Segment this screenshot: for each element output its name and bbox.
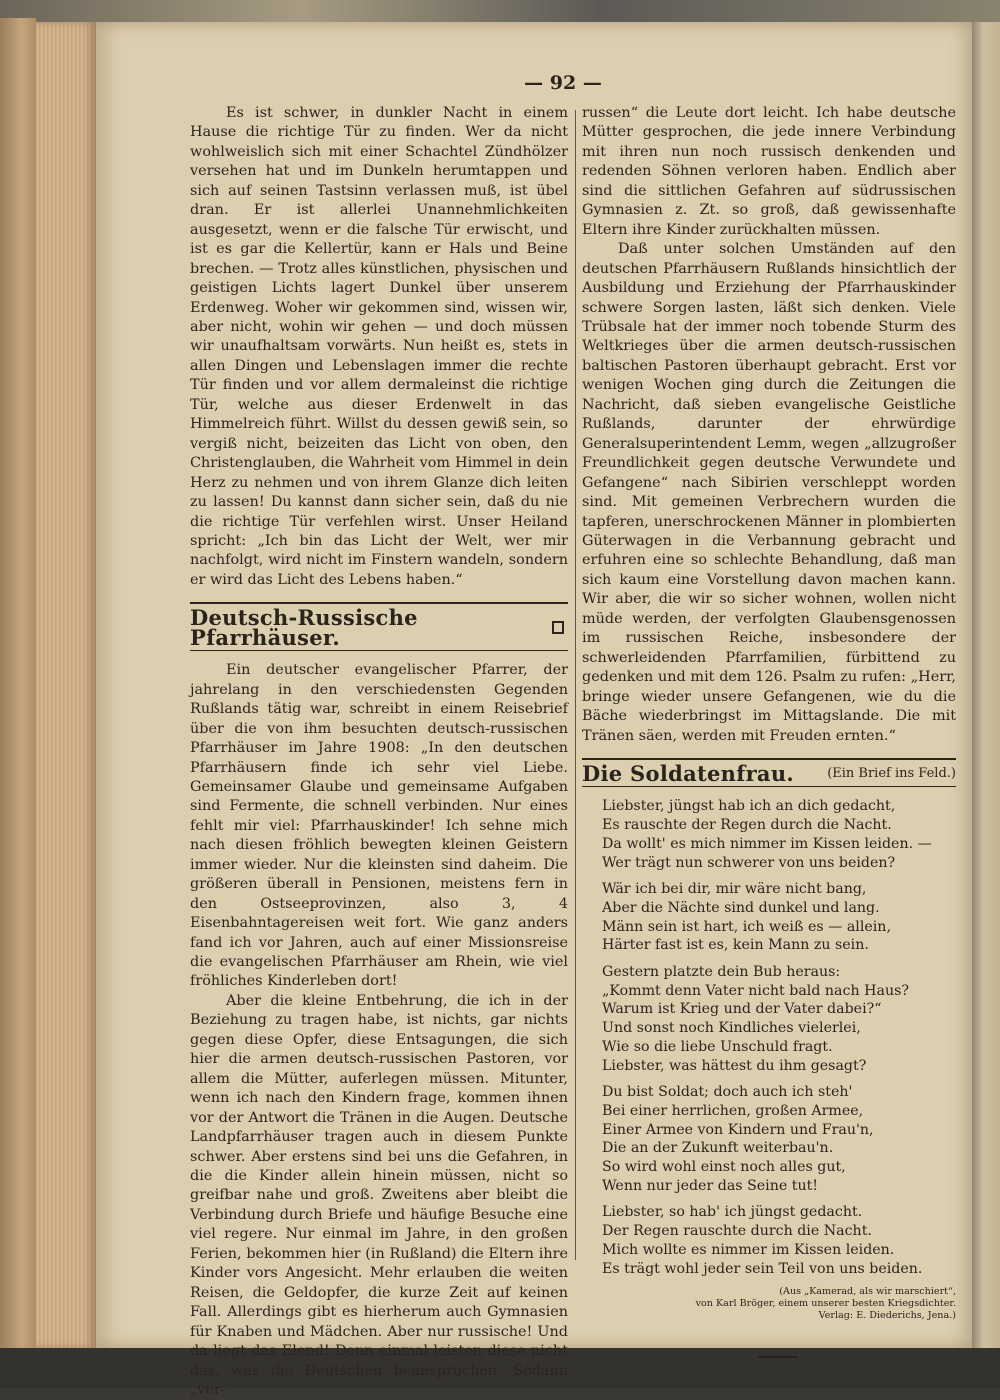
poem-heading: Die Soldatenfrau. <box>582 760 795 786</box>
poem-line: Bei einer herrlichen, großen Armee, <box>602 1102 864 1119</box>
poem-subheading: (Ein Brief ins Feld.) <box>827 765 956 781</box>
poem-line: Wenn nur jeder das Seine tut! <box>602 1177 819 1194</box>
poem-line: Und sonst noch Kindliches vielerlei, <box>602 1020 861 1037</box>
poem-line: Du bist Soldat; doch auch ich steh' <box>602 1084 853 1101</box>
book-page-stack <box>36 22 96 1348</box>
poem-line: Einer Armee von Kindern und Frau'n, <box>602 1121 874 1138</box>
source-line: Verlag: E. Diederichs, Jena.) <box>818 1310 956 1322</box>
left-column <box>190 104 568 1400</box>
poem-line: Männ sein ist hart, ich weiß es — allein, <box>602 918 891 935</box>
poem-line: Da wollt' es mich nimmer im Kissen leiden. — <box>602 835 932 852</box>
book-binding <box>0 18 36 1358</box>
poem-line: Warum ist Krieg und der Vater dabei?“ <box>602 1001 882 1018</box>
poem-heading-box <box>582 758 956 787</box>
poem-line: Mich wollte es nimmer im Kissen leiden. <box>602 1241 895 1258</box>
poem-line: Es trägt wohl jeder sein Teil von uns beiden. <box>602 1260 923 1277</box>
poem-line: Liebster, jüngst hab ich an dich gedacht, <box>602 798 896 815</box>
article-heading: Deutsch-Russische Pfarrhäuser. <box>190 605 418 650</box>
poem-line: „Kommt denn Vater nicht bald nach Haus? <box>602 982 909 999</box>
poem-line: So wird wohl einst noch alles gut, <box>602 1159 846 1176</box>
continuation-paragraph: russen“ die Leute dort leicht. Ich habe deutsche Mütter gesprochen, die jede innere Verbindung mit ihren nun noch russisch denkenden und redenden Söhnen verloren haben. Endlich aber sind die sittlichen Gefahren auf südrussischen Gymnasien z. Zt. so groß, daß gewissenhafte Eltern ihre Kinder zurückhalten müssen. <box>582 105 956 238</box>
poem-line: Die an der Zukunft weiterbau'n. <box>602 1140 834 1157</box>
poem-stanza <box>602 1083 956 1195</box>
intro-paragraph: Es ist schwer, in dunkler Nacht in einem Hause die richtige Tür zu finden. Wer da nicht wohlweislich sich mit einer Schachtel Zündhölzer versehen hat und im Dunkeln herumtappen und sich auf seinen Tastsinn verlassen muß, ist übel dran. Er ist allerlei Unannehmlichkeiten ausgesetzt, wenn er die falsche Tür erwischt, und ist es gar die Kellertür, kann er Hals und Beine brechen. — Trotz alles künstlichen, physischen und geistigen Lichts lagert Dunkel über unserem Erdenweg. Woher wir gekommen sind, wissen wir, aber nicht, wohin wir gehen — und doch müssen wir unaufhaltsam vorwärts. Nun heißt es, stets in allen Dingen und Lebenslagen immer die rechte Tür finden und vor allem dermaleinst die richtige Tür, welche aus dieser Erdenwelt in das Himmelreich führt. Willst du dessen gewiß sein, so vergiß nicht, beizeiten das Licht von oben, den Christenglauben, die Wahrheit vom Himmel in dein Herz zu nehmen und von ihrem Glanze dich leiten zu lassen! Du kannst dann sicher sein, daß du nie die richtige Tür verfehlen wirst. Unser Heiland spricht: „Ich bin das Licht der Welt, wer mir nachfolgt, wird nicht im Finstern wandeln, sondern er wird das Licht des Lebens haben.“ <box>190 105 568 588</box>
poem-line: Aber die Nächte sind dunkel und lang. <box>602 899 880 916</box>
end-rule <box>758 1356 798 1358</box>
poem-line: Es rauschte der Regen durch die Nacht. <box>602 817 892 834</box>
poem-line: Wie so die liebe Unschuld fragt. <box>602 1038 833 1055</box>
square-ornament-icon <box>552 621 564 634</box>
poem-stanza <box>602 963 956 1075</box>
poem-line: Gestern platzte dein Bub heraus: <box>602 964 841 981</box>
poem-source <box>582 1286 956 1322</box>
right-column <box>582 104 956 1358</box>
article-heading-box <box>190 602 568 651</box>
poem-line: Härter fast ist es, kein Mann zu sein. <box>602 937 869 954</box>
poem-stanza <box>602 797 956 872</box>
page-number: — 92 — <box>524 72 602 94</box>
poem-line: Wär ich bei dir, mir wäre nicht bang, <box>602 881 867 898</box>
source-line: (Aus „Kamerad, als wir marschiert“, <box>779 1286 956 1298</box>
closing-paragraph: Daß unter solchen Umständen auf den deutschen Pfarrhäusern Rußlands hinsichtlich der Ausbildung und Erziehung der Pfarrhauskinder schwere Sorgen lasten, läßt sich denken. Viele Trübsale hat der immer noch tobende Sturm des Weltkrieges über die armen deutsch-russischen baltischen Pastoren überhaupt gebracht. Erst vor wenigen Wochen ging durch die Zeitungen die Nachricht, daß sieben evangelische Geistliche Rußlands, darunter der ehrwürdige Generalsuperintendent Lemm, wegen „allzugroßer Freundlichkeit gegen deutsche Verwundete und Gefangene“ nach Sibirien verschleppt worden sind. Mit gemeinen Verbrechern wurden die tapferen, unerschrockenen Männer in plombierten Güterwagen in die Verbannung gebracht und erfuhren eine so schlechte Behandlung, daß man sich kaum eine Vorstellung davon machen kann. Wir aber, die wir so sicher wohnen, wollen nicht müde werden, der verfolgten Glaubensgenossen im russischen Reiche, insbesondere der schwerleidenden Pfarrfamilien, fürbittend zu gedenken und mit dem 126. Psalm zu rufen: „Herr, bringe wieder unsere Gefangenen, wie du die Bäche wiederbringst im Mittagslande. Die mit Tränen säen, werden mit Freuden ernten.“ <box>582 241 956 744</box>
poem-stanza <box>602 880 956 955</box>
poem-line: Der Regen rauschte durch die Nacht. <box>602 1223 872 1240</box>
poem <box>602 797 956 1278</box>
poem-line: Liebster, was hättest du ihm gesagt? <box>602 1057 867 1074</box>
poem-line: Liebster, so hab' ich jüngst gedacht. <box>602 1204 863 1221</box>
poem-stanza <box>602 1203 956 1278</box>
facing-page-edge <box>972 22 1000 1362</box>
article-paragraph: Aber die kleine Entbehrung, die ich in der Beziehung zu tragen habe, ist nichts, gar nichts gegen diese Opfer, diese Entsagungen, die sich hier die armen deutsch-russischen Pastoren, vor allem die Mütter, auferlegen müssen. Mitunter, wenn ich nach den Kindern frage, kommen ihnen vor der Antwort die Tränen in die Augen. Deutsche Landpfarrhäuser tragen auch in diesem Punkte schwer. Aber erstens sind bei uns die Gefahren, in die die Kinder allein hinein müssen, nicht so greifbar nahe und groß. Zweitens aber bleibt die Verbindung durch Briefe und häufige Besuche eine viel regere. Nur einmal im Jahre, in den großen Ferien, bekommen hier (in Rußland) die Eltern ihre Kinder vors Angesicht. Mehr erlauben die weiten Reisen, die Geldopfer, die kurze Zeit auf keinen Fall. Allerdings gibt es hierherum auch Gymnasien für Knaben und Mädchen. Aber nur russische! Und da liegt das Elend! Denn einmal leisten diese nicht das, was die Deutschen beanspruchen. Sodann „ver- <box>190 992 568 1398</box>
poem-line: Wer trägt nun schwerer von uns beiden? <box>602 854 896 871</box>
column-divider <box>575 110 576 1260</box>
source-line: von Karl Bröger, einem unserer besten Kriegsdichter. <box>695 1298 956 1310</box>
article-paragraph: Ein deutscher evangelischer Pfarrer, der jahrelang in den verschiedensten Gegenden Rußlands tätig war, schreibt in einem Reisebrief über die von ihm besuchten deutsch-russischen Pfarrhäuser im Jahre 1908: „In den deutschen Pfarrhäusern finde ich sehr viel Liebe. Gemeinsamer Glaube und gemeinsame Aufgaben sind Fermente, die schnell verbinden. Nur eines fehlt mir viel: Pfarrhauskinder! Ich sehne mich nach diesen fröhlich bewegten kleinen Geistern immer wieder. Nur die kleinsten sind daheim. Die größeren überall in Pensionen, meistens fern in den Ostseeprovinzen, also 3, 4 Eisenbahntagereisen weit fort. Wie ganz anders fand ich vor Jahren, auch auf einer Missionsreise die evangelischen Pfarrhäuser am Rhein, wie viel fröhliches Kinderleben dort! <box>190 662 568 990</box>
